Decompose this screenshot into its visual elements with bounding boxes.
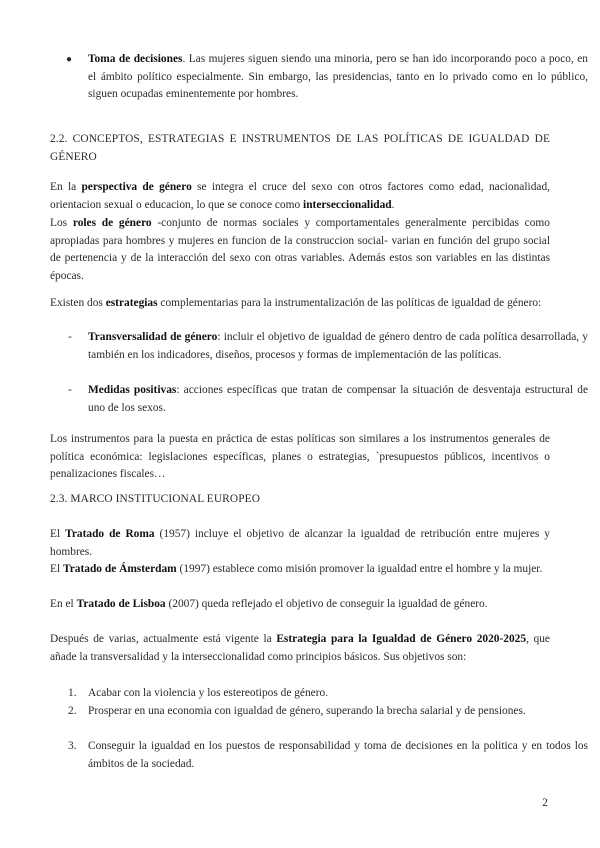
section-heading-2-3: 2.3. MARCO INSTITUCIONAL EUROPEO xyxy=(50,493,261,505)
dash-mark: - xyxy=(68,384,72,396)
bold-term: interseccionalidad xyxy=(303,198,392,211)
paragraph-instrumentos xyxy=(50,431,550,484)
bullet-text: . Las mujeres siguen siendo una minoria, pero se han ido incorporando poco a poco, en el ámbito político especialmente. Sin embargo, las presidencias, tanto en lo privado como en lo público, siguen ocupadas eminentemente por hombres. xyxy=(88,53,588,101)
bold-term: Tratado de Roma xyxy=(65,528,155,540)
bold-term: Tratado de Ámsterdam xyxy=(62,563,177,575)
paragraph-tratado-amsterdam xyxy=(50,561,550,579)
list-text: Conseguir la igualdad en los puestos de responsabilidad y toma de decisiones en la politica y en todos los ámbitos de la sociedad. xyxy=(88,740,588,770)
text: (1997) establece como misión promover la igualdad entre el hombre y la mujer. xyxy=(176,563,543,575)
text: Existen dos xyxy=(50,297,106,309)
text: complementarias para la instrumentalización de las políticas de igualdad de género: xyxy=(157,297,542,309)
text: Los xyxy=(50,217,73,229)
list-item xyxy=(50,685,588,703)
page-number: 2 xyxy=(542,797,548,809)
bullet-bold: Toma de decisiones xyxy=(88,53,183,65)
paragraph-roles xyxy=(50,215,550,285)
bold-term: perspectiva de género xyxy=(81,181,192,193)
text: Después de varias, actualmente está vigente la xyxy=(50,633,277,645)
list-item xyxy=(50,738,588,773)
bullet-item-toma-decisiones xyxy=(50,51,588,104)
paragraph-tratado-roma xyxy=(50,526,550,561)
section-heading-2-2: 2.2. CONCEPTOS, ESTRATEGIAS E INSTRUMENTOS DE LAS POLÍTICAS DE IGUALDAD DE GÉNERO xyxy=(50,133,550,163)
text: (2007) queda reflejado el objetivo de conseguir la igualdad de género. xyxy=(165,598,488,610)
text: : acciones específicas que tratan de compensar la situación de desventaja estructural de uno de los sexos. xyxy=(88,384,588,414)
list-item xyxy=(50,703,588,721)
paragraph-estrategia-2020 xyxy=(50,631,550,666)
text: -conjunto de normas sociales y comportamentales generalmente percibidas como apropiadas para hombres y mujeres en funcion de la construccion social- varian en función del grupo social de pertenencia y de la interacción del sexo con otras variables. Además estos son variables en las distintas épocas. xyxy=(50,217,550,282)
dash-mark: - xyxy=(68,331,72,343)
paragraph-perspectiva xyxy=(50,179,550,214)
text: En el xyxy=(50,598,77,610)
bold-term: Tratado de Lisboa xyxy=(76,598,166,610)
list-number: 2. xyxy=(68,705,77,717)
paragraph-tratado-lisboa xyxy=(50,596,550,614)
bold-term: Transversalidad de género xyxy=(88,331,218,343)
text: En la xyxy=(50,181,82,193)
text: El xyxy=(50,528,66,540)
list-text: Acabar con la violencia y los estereotipos de género. xyxy=(88,687,329,699)
bullet-icon: ● xyxy=(66,54,73,65)
text: El xyxy=(50,563,63,575)
dash-item-medidas xyxy=(50,382,588,417)
text: se integra el cruce del sexo con otros factores como edad, nacionalidad, orientacion sexual o educacion, lo que se conoce como xyxy=(50,181,550,211)
bold-term: roles de género xyxy=(72,217,152,229)
paragraph-estrategias xyxy=(50,295,550,313)
bold-term: estrategias xyxy=(105,297,158,309)
text: , que añade la transversalidad y la interseccionalidad como principios básicos. Sus objetivos son: xyxy=(50,633,550,663)
bold-term: Estrategia para la Igualdad de Género 2020-2025 xyxy=(276,633,527,645)
text: : incluir el objetivo de igualdad de género dentro de cada política desarrollada, y también en los indicadores, diseños, procesos y formas de implementación de las políticas. xyxy=(88,331,588,361)
list-number: 1. xyxy=(68,687,77,699)
text: . xyxy=(391,198,395,211)
list-number: 3. xyxy=(68,740,77,752)
list-text: Prosperar en una economia con igualdad de género, superando la brecha salarial y de pensiones. xyxy=(88,705,526,717)
bold-term: Medidas positivas xyxy=(88,384,177,396)
text: Los instrumentos para la puesta en práctica de estas políticas son similares a los instrumentos generales de política económica: legislaciones específicas, planes o estrategias, `presupuestos públicos, incentivos o penalizaciones fiscales… xyxy=(50,433,550,481)
dash-item-transversalidad xyxy=(50,329,588,364)
text: (1957) incluye el objetivo de alcanzar la igualdad de retribución entre mujeres y hombres. xyxy=(50,528,550,558)
